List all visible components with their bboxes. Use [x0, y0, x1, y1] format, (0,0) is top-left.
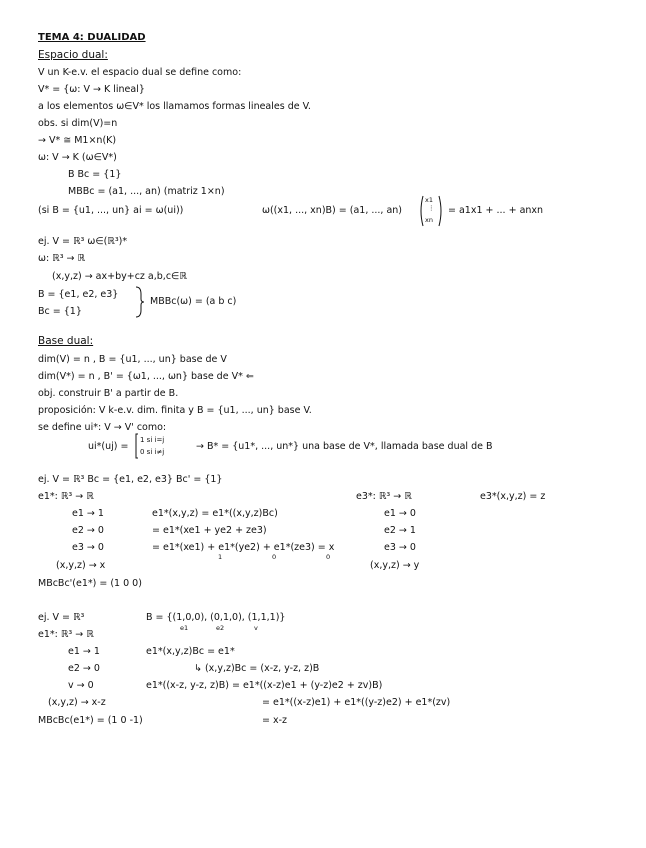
example-line: e1*: ℝ³ → ℝ [38, 491, 94, 502]
text-line: → B* = {u1*, ..., un*} una base de V*, llamada base dual de B [196, 441, 493, 452]
text-line: V* = {ω: V → K lineal} [38, 84, 145, 95]
text-line: B Bc = {1} [68, 169, 122, 180]
annotation-mark: e1 [180, 624, 189, 632]
example-line: = e1*((x-z)e1) + e1*((y-z)e2) + e1*(zv) [262, 697, 451, 708]
section-heading-base-dual: Base dual: [38, 335, 94, 347]
text-line: dim(V) = n , B = {u1, ..., un} base de V [38, 354, 227, 365]
annotation-mark: v [254, 624, 258, 632]
text-line: V un K-e.v. el espacio dual se define como: [38, 67, 242, 78]
example-line: B = {e1, e2, e3} [38, 289, 119, 300]
text-line: a los elementos ω∈V* los llamamos formas lineales de V. [38, 101, 311, 112]
text-line: ω: V → K (ω∈V*) [38, 152, 117, 163]
annotation-mark: 1 [218, 553, 223, 561]
example-line: e3*(x,y,z) = z [480, 491, 546, 502]
text-line: MBBc = (a1, ..., an) (matriz 1×n) [68, 186, 225, 197]
example-line: = x-z [262, 715, 288, 726]
example-line: v → 0 [68, 680, 94, 691]
example-line: (x,y,z) → x-z [48, 697, 106, 708]
text-line: se define ui*: V → V' como: [38, 422, 167, 433]
formula-line: ω((x1, ..., xn)B) = (a1, ..., an) [262, 205, 403, 216]
text-line: dim(V*) = n , B' = {ω1, ..., ωn} base de V* ⇐ [38, 371, 254, 382]
brace-icon [134, 433, 140, 459]
example-line: (x,y,z) → x [56, 560, 106, 571]
example-line: MBBc(ω) = (a b c) [150, 296, 237, 307]
example-line: = e1*(xe1 + ye2 + ze3) [152, 525, 267, 536]
example-line: e3*: ℝ³ → ℝ [356, 491, 412, 502]
example-line: e1*: ℝ³ → ℝ [38, 629, 94, 640]
formula-line: = a1x1 + ... + anxn [448, 205, 544, 216]
annotation-mark: e2 [216, 624, 225, 632]
example-line: e2 → 0 [68, 663, 100, 674]
example-line: Bc = {1} [38, 306, 82, 317]
example-line: e1 → 1 [68, 646, 100, 657]
text-line: obj. construir B' a partir de B. [38, 388, 179, 399]
example-line: e1*((x-z, y-z, z)B) = e1*((x-z)e1 + (y-z)e2 + zv)B) [146, 680, 383, 691]
example-line: e2 → 0 [72, 525, 104, 536]
example-line: ↳ (x,y,z)Bc = (x-z, y-z, z)B [194, 663, 320, 674]
example-line: = e1*(xe1) + e1*(ye2) + e1*(ze3) = x [152, 542, 335, 553]
vector-entry: xn [425, 216, 433, 224]
section-heading-espacio-dual: Espacio dual: [38, 49, 108, 61]
page-title: TEMA 4: DUALIDAD [38, 32, 146, 43]
text-line: (si B = {u1, ..., un} ai = ω(ui)) [38, 205, 184, 216]
case-line: 0 si i≠j [140, 448, 165, 456]
example-line: ej. V = ℝ³ [38, 612, 85, 623]
example-line: e1*(x,y,z)Bc = e1* [146, 646, 235, 657]
example-line: e1 → 1 [72, 508, 104, 519]
example-line: B = {(1,0,0), (0,1,0), (1,1,1)} [146, 612, 286, 623]
formula-line: ui*(uj) = [88, 441, 129, 452]
example-line: MBcBc'(e1*) = (1 0 0) [38, 578, 142, 589]
case-line: 1 si i=j [140, 436, 165, 444]
text-line: obs. si dim(V)=n [38, 118, 118, 129]
example-line: e3 → 0 [384, 542, 416, 553]
example-line: (x,y,z) → ax+by+cz a,b,c∈ℝ [52, 271, 187, 282]
example-line: e3 → 0 [72, 542, 104, 553]
vector-entry: x1 [425, 196, 433, 204]
example-line: ej. V = ℝ³ ω∈(ℝ³)* [38, 236, 128, 247]
example-line: ω: ℝ³ → ℝ [38, 253, 86, 264]
example-line: (x,y,z) → y [370, 560, 420, 571]
text-line: proposición: V k-e.v. dim. finita y B = {u1, ..., un} base V. [38, 405, 312, 416]
text-line: → V* ≅ M1×n(K) [38, 135, 117, 146]
example-line: e2 → 1 [384, 525, 416, 536]
vector-dots: ⋮ [428, 204, 435, 212]
example-line: e1*(x,y,z) = e1*((x,y,z)Bc) [152, 508, 278, 519]
example-line: e1 → 0 [384, 508, 416, 519]
annotation-mark: 0 [326, 553, 331, 561]
brace-icon [134, 285, 146, 319]
example-line: MBcBc(e1*) = (1 0 -1) [38, 715, 143, 726]
annotation-mark: 0 [272, 553, 277, 561]
example-line: ej. V = ℝ³ Bc = {e1, e2, e3} Bc' = {1} [38, 474, 223, 485]
